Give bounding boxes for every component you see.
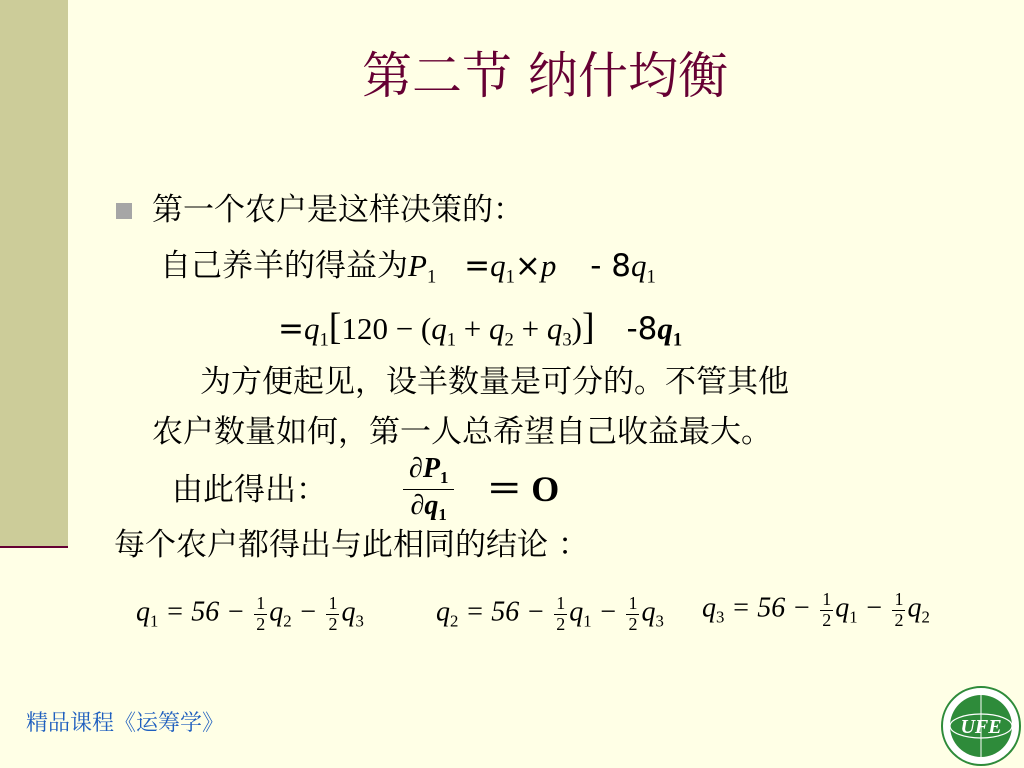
payoff-symbol: $P_1$ [408, 248, 437, 288]
conclusion-text: 每个农户都得出与此相同的结论 ： [114, 527, 589, 563]
cost-term-2: -8 [626, 311, 658, 347]
q1-factor: $q_1$ [303, 311, 329, 351]
payoff-line-2 [278, 308, 682, 350]
plus-1: + [456, 311, 490, 346]
payoff-term-q1: $q_1$ [490, 248, 515, 288]
equals-sign-2: = [278, 311, 304, 347]
derive-label: 由此得出： [172, 472, 327, 508]
price-symbol: p [540, 248, 557, 283]
reaction-equation-3: $q_3 = 56$ − $\frac{1}{2}$ $q_1$ − $\frac{1}{2}$ $q_2$ [702, 589, 930, 630]
times-sign: × [514, 248, 541, 284]
cost-term: - 8 [590, 248, 631, 284]
sidebar-divider [0, 546, 68, 548]
paragraph-line-1: 为方便起见，设羊数量是可分的。不管其他 [200, 364, 789, 400]
payoff-label: 自己养羊的得益为 [160, 248, 408, 284]
payoff-line-1 [160, 250, 656, 287]
logo-text: UFE [960, 716, 1002, 738]
sum-q1: $q_1$ [431, 311, 457, 351]
close-paren: ) [571, 311, 582, 346]
left-bracket: [ [328, 306, 342, 348]
equals-sign: = [464, 248, 491, 284]
sum-q2: $q_2$ [489, 311, 514, 351]
derivative-condition [400, 455, 559, 523]
ufe-logo-icon [940, 685, 1022, 767]
sum-q3: $q_3$ [546, 311, 572, 351]
bracket-body: 120 − ( [341, 311, 432, 346]
cost-q1-2: $q_1$ [657, 311, 683, 351]
reaction-equation-1: $q_1 = 56$ − $\frac{1}{2}$ $q_2$ − $\frac{1}{2}$ $q_3$ [136, 593, 364, 634]
reaction-equation-2: $q_2 = 56$ − $\frac{1}{2}$ $q_1$ − $\frac{1}{2}$ $q_3$ [436, 593, 664, 634]
paragraph-line-2: 农户数量如何，第一人总希望自己收益最大。 [152, 414, 772, 450]
plus-2: + [513, 311, 547, 346]
bullet-text: 第一个农户是这样决策的： [152, 192, 524, 228]
equals-zero: ＝ O [486, 469, 560, 510]
slide-title: 第二节 纳什均衡 [362, 47, 728, 105]
partial-derivative: $\frac{\partial P_1}{\partial q_1}$ [403, 455, 454, 523]
cost-q1: $q_1$ [630, 248, 656, 288]
right-bracket: ] [581, 306, 595, 348]
footer-course-name: 精品课程《运筹学》 [26, 711, 225, 736]
bullet-square-icon [116, 203, 132, 219]
